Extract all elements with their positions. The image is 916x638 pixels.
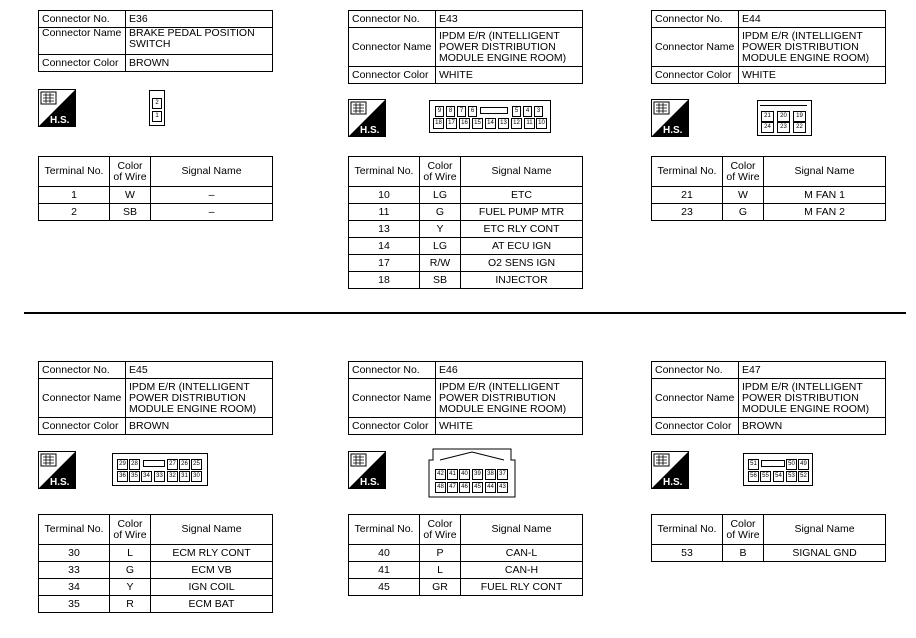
table-row: 2 SB – bbox=[39, 204, 273, 221]
table-row: 30 L ECM RLY CONT bbox=[39, 545, 273, 562]
table-row: 34 Y IGN COIL bbox=[39, 579, 273, 596]
connector-e43-info bbox=[348, 10, 583, 84]
table-row: 13 Y ETC RLY CONT bbox=[349, 221, 583, 238]
label-connector-name: Connector Name bbox=[39, 28, 126, 55]
table-row: 41 L CAN-H bbox=[349, 562, 583, 579]
connector-e45-terminals: Terminal No. Color of Wire Signal Name 30 L ECM RLY CONT 33 G ECM VB 34 Y IGN COIL 35 R ECM BAT bbox=[38, 514, 273, 613]
connector-e45-info: Connector No. E45 Connector Name IPDM E/R (INTELLIGENT POWER DISTRIBUTION MODULE ENGINE ROOM) Connector Color BROWN bbox=[38, 361, 273, 435]
connector-name-value: BRAKE PEDAL POSITION SWITCH bbox=[126, 28, 273, 55]
label-connector-no: Connector No. bbox=[349, 11, 436, 28]
connector-e44-face: 21 20 19 24 23 22 bbox=[757, 100, 812, 136]
section-divider bbox=[24, 312, 906, 314]
connector-e46-terminals: Terminal No. Color of Wire Signal Name 40 P CAN-L 41 L CAN-H 45 GR FUEL RLY CONT bbox=[348, 514, 583, 596]
label-connector-no: Connector No. bbox=[39, 11, 126, 28]
connector-no-value: E36 bbox=[126, 11, 273, 28]
connector-name-value: IPDM E/R (INTELLIGENT POWER DISTRIBUTION MODULE ENGINE ROOM) bbox=[436, 28, 583, 67]
header-color-of-wire: Color of Wire bbox=[110, 157, 151, 187]
hs-icon bbox=[38, 451, 76, 489]
table-row: 14 LG AT ECU IGN bbox=[349, 238, 583, 255]
table-row: 10 LG ETC bbox=[349, 187, 583, 204]
table-row: 23 G M FAN 2 bbox=[652, 204, 886, 221]
table-row: 33 G ECM VB bbox=[39, 562, 273, 579]
connector-e36-terminals bbox=[38, 156, 273, 221]
hs-icon bbox=[651, 99, 689, 137]
connector-color-value: WHITE bbox=[436, 67, 583, 84]
svg-text:H.S.: H.S. bbox=[360, 477, 380, 488]
header-terminal-no: Terminal No. bbox=[39, 157, 110, 187]
hs-icon bbox=[38, 89, 76, 127]
table-row: 11 G FUEL PUMP MTR bbox=[349, 204, 583, 221]
hs-icon bbox=[651, 451, 689, 489]
svg-text:H.S.: H.S. bbox=[663, 125, 683, 136]
table-row: 40 P CAN-L bbox=[349, 545, 583, 562]
table-row: 18 SB INJECTOR bbox=[349, 272, 583, 289]
hs-icon bbox=[348, 451, 386, 489]
label-connector-color: Connector Color bbox=[349, 67, 436, 84]
table-row: 21 W M FAN 1 bbox=[652, 187, 886, 204]
connector-e44-info: Connector No. E44 Connector Name IPDM E/R (INTELLIGENT POWER DISTRIBUTION MODULE ENGINE ROOM) Connector Color WHITE bbox=[651, 10, 886, 84]
header-signal-name: Signal Name bbox=[151, 157, 273, 187]
svg-text:H.S.: H.S. bbox=[663, 477, 683, 488]
label-connector-color: Connector Color bbox=[39, 55, 126, 72]
pin: 2 bbox=[152, 98, 162, 109]
hs-label: H.S. bbox=[50, 115, 70, 126]
table-row: 35 R ECM BAT bbox=[39, 596, 273, 613]
table-row: 17 R/W O2 SENS IGN bbox=[349, 255, 583, 272]
svg-text:H.S.: H.S. bbox=[360, 125, 380, 136]
connector-e44-terminals: Terminal No. Color of Wire Signal Name 21 W M FAN 1 23 G M FAN 2 bbox=[651, 156, 886, 221]
connector-e47-info: Connector No. E47 Connector Name IPDM E/R (INTELLIGENT POWER DISTRIBUTION MODULE ENGINE ROOM) Connector Color BROWN bbox=[651, 361, 886, 435]
connector-e46-info: Connector No. E46 Connector Name IPDM E/R (INTELLIGENT POWER DISTRIBUTION MODULE ENGINE ROOM) Connector Color WHITE bbox=[348, 361, 583, 435]
figure-code bbox=[0, 580, 1, 633]
label-connector-name: Connector Name bbox=[349, 28, 436, 67]
connector-e45-face: 29 28 27 26 25 36 35 34 33 32 31 30 bbox=[112, 453, 208, 486]
hs-icon bbox=[348, 99, 386, 137]
svg-text:H.S.: H.S. bbox=[50, 477, 70, 488]
connector-e36-face bbox=[149, 90, 165, 126]
connector-e36-info bbox=[38, 10, 273, 72]
connector-color-value: BROWN bbox=[126, 55, 273, 72]
table-row: 45 GR FUEL RLY CONT bbox=[349, 579, 583, 596]
pin: 1 bbox=[152, 111, 162, 122]
connector-e43-face: 9 8 7 6 5 4 3 18 17 16 15 14 13 12 11 10 bbox=[429, 100, 551, 133]
connector-e43-terminals: Terminal No. Color of Wire Signal Name 10 LG ETC 11 G FUEL PUMP MTR 13 Y ETC RLY CONT 14 LG AT ECU IGN 17 R/W O2 SENS IGN 18 SB INJECTOR bbox=[348, 156, 583, 289]
connector-e46-face: 42 41 40 39 38 37 48 47 46 45 44 43 bbox=[428, 448, 516, 498]
connector-e47-face: 51 50 49 56 55 54 53 52 bbox=[743, 453, 813, 486]
table-row: 1 W – bbox=[39, 187, 273, 204]
connector-no-value: E43 bbox=[436, 11, 583, 28]
table-row: 53 B SIGNAL GND bbox=[652, 545, 886, 562]
connector-e47-terminals: Terminal No. Color of Wire Signal Name 53 B SIGNAL GND bbox=[651, 514, 886, 562]
